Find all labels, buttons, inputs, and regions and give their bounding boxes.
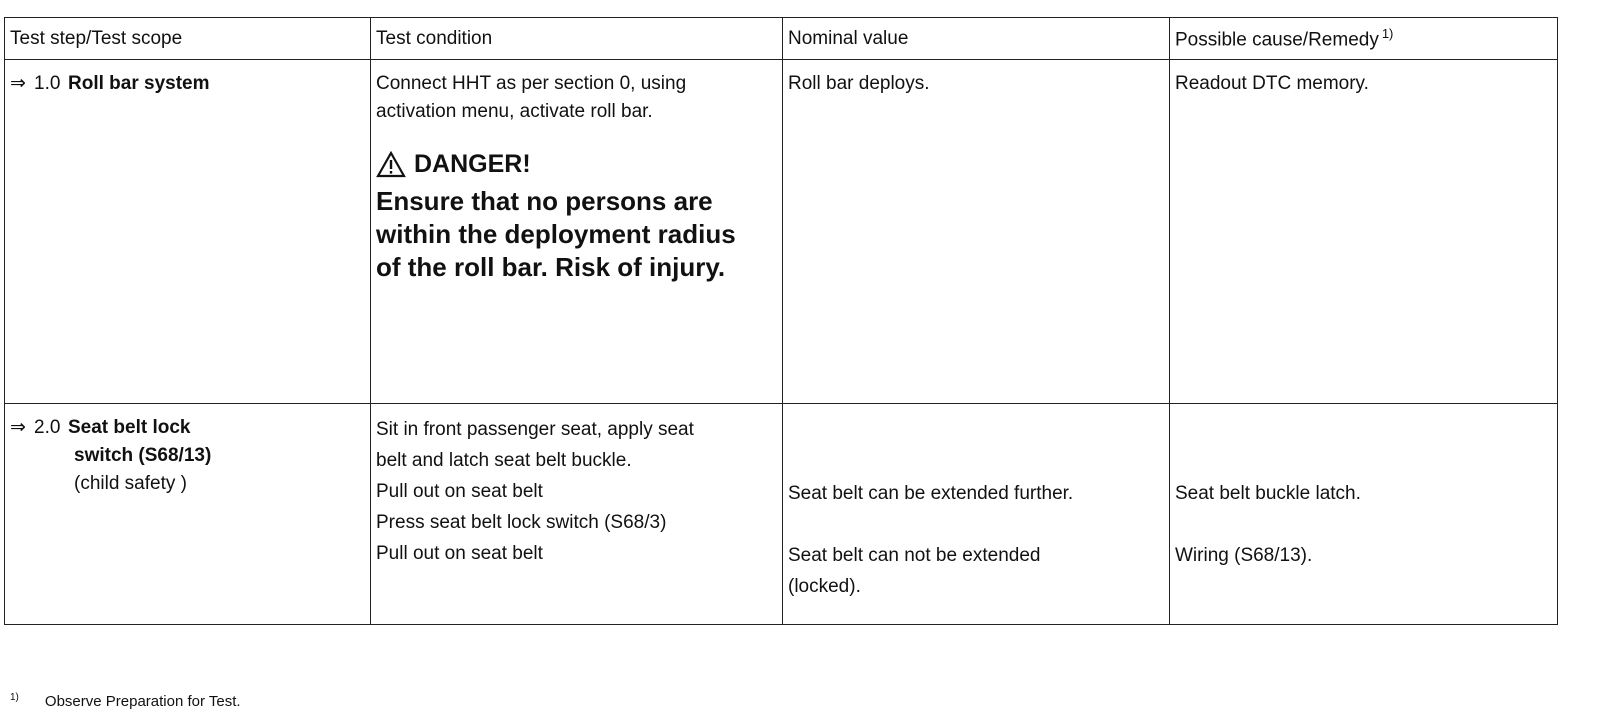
danger-text: Ensure that no persons are within the deployment radius of the roll bar. Risk of injury. [376, 186, 736, 282]
nominal-value: Seat belt can be extended further. [788, 483, 1074, 504]
footnote-reference: 1) [1381, 25, 1394, 41]
header-nominal-value: Nominal value [783, 18, 1170, 60]
remedy-cell [1170, 60, 1558, 404]
step-title: Roll bar system [68, 73, 210, 94]
footnote-text: Observe Preparation for Test. [44, 693, 241, 710]
header-test-condition: Test condition [371, 18, 783, 60]
nominal-value: Roll bar deploys. [788, 73, 930, 94]
table-row [5, 404, 1558, 625]
danger-notice [376, 150, 782, 284]
step-cell [5, 60, 371, 404]
step-subtitle: (child safety ) [74, 473, 187, 494]
condition-line: Connect HHT as per section 0, using [376, 73, 687, 94]
footnote [10, 692, 241, 710]
table-row [5, 60, 1558, 404]
condition-line: Pull out on seat belt [376, 543, 543, 564]
remedy-value: Readout DTC memory. [1175, 73, 1369, 94]
header-possible-cause-label: Possible cause/Remedy [1175, 29, 1379, 51]
header-test-step: Test step/Test scope [5, 18, 371, 60]
nominal-cell [783, 60, 1170, 404]
nominal-cell [783, 404, 1170, 625]
arrow-icon: ⇒ [10, 417, 26, 438]
header-row [5, 18, 1558, 60]
condition-line: Pull out on seat belt [376, 481, 543, 502]
header-possible-cause [1170, 18, 1558, 60]
nominal-value-continued: (locked). [788, 576, 861, 597]
warning-triangle-icon [376, 151, 406, 178]
step-number: 2.0 [34, 417, 61, 438]
step-title: Seat belt lock [68, 417, 191, 438]
condition-line: Sit in front passenger seat, apply seat [376, 419, 694, 440]
condition-cell [371, 404, 783, 625]
test-table [4, 17, 1558, 625]
remedy-cell [1170, 404, 1558, 625]
condition-line: activation menu, activate roll bar. [376, 101, 653, 122]
step-number: 1.0 [34, 73, 61, 94]
danger-title: DANGER! [414, 150, 531, 178]
nominal-value: Seat belt can not be extended [788, 545, 1041, 566]
condition-cell [371, 60, 783, 404]
step-cell [5, 404, 371, 625]
condition-line: Press seat belt lock switch (S68/3) [376, 512, 667, 533]
condition-line: belt and latch seat belt buckle. [376, 450, 632, 471]
remedy-value: Seat belt buckle latch. [1175, 483, 1361, 504]
arrow-icon: ⇒ [10, 73, 26, 94]
step-title-continued: switch (S68/13) [74, 445, 212, 466]
remedy-value: Wiring (S68/13). [1175, 545, 1313, 566]
footnote-mark: 1) [10, 692, 19, 703]
